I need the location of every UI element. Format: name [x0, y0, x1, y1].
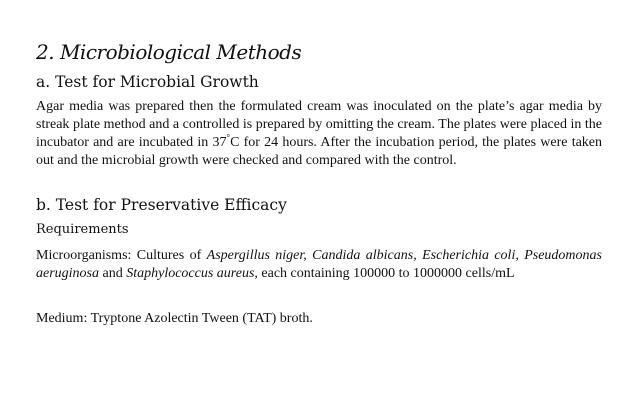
microorganisms-lead: Microorganisms: Cultures of	[36, 248, 207, 263]
microorganisms-paragraph	[36, 247, 602, 283]
organism-join: and	[99, 266, 127, 281]
paragraph-text-part-1: Agar media was prepared then the formulated cream was inoculated on the plate’s agar media by streak plate method and a controlled is prepared by omitting the cream. The plates were placed in the incubator and are incubated in 37	[36, 99, 602, 150]
subsection-heading-a: a. Test for Microbial Growth	[36, 73, 259, 91]
paragraph-text-part-2: C for 24 hours. After the incubation period, the plates were taken out and the microbial growth were checked and compared with the control.	[36, 135, 603, 168]
organism-staphylococcus: Staphylococcus aureus	[126, 266, 255, 281]
microorganisms-tail: , each containing 100000 to 1000000 cells/mL	[254, 266, 515, 281]
requirements-label: Requirements	[36, 222, 129, 237]
page-title: 2. Microbiological Methods	[36, 40, 302, 64]
medium-paragraph: Medium: Tryptone Azolectin Tween (TAT) broth.	[36, 311, 313, 326]
degree-mark: °	[226, 132, 231, 143]
subsection-heading-b: b. Test for Preservative Efficacy	[36, 196, 287, 214]
microbial-growth-paragraph	[36, 98, 602, 170]
organism-list: Aspergillus niger, Candida albicans, Escherichia coli, Pseudomonas aeruginosa	[36, 248, 602, 281]
